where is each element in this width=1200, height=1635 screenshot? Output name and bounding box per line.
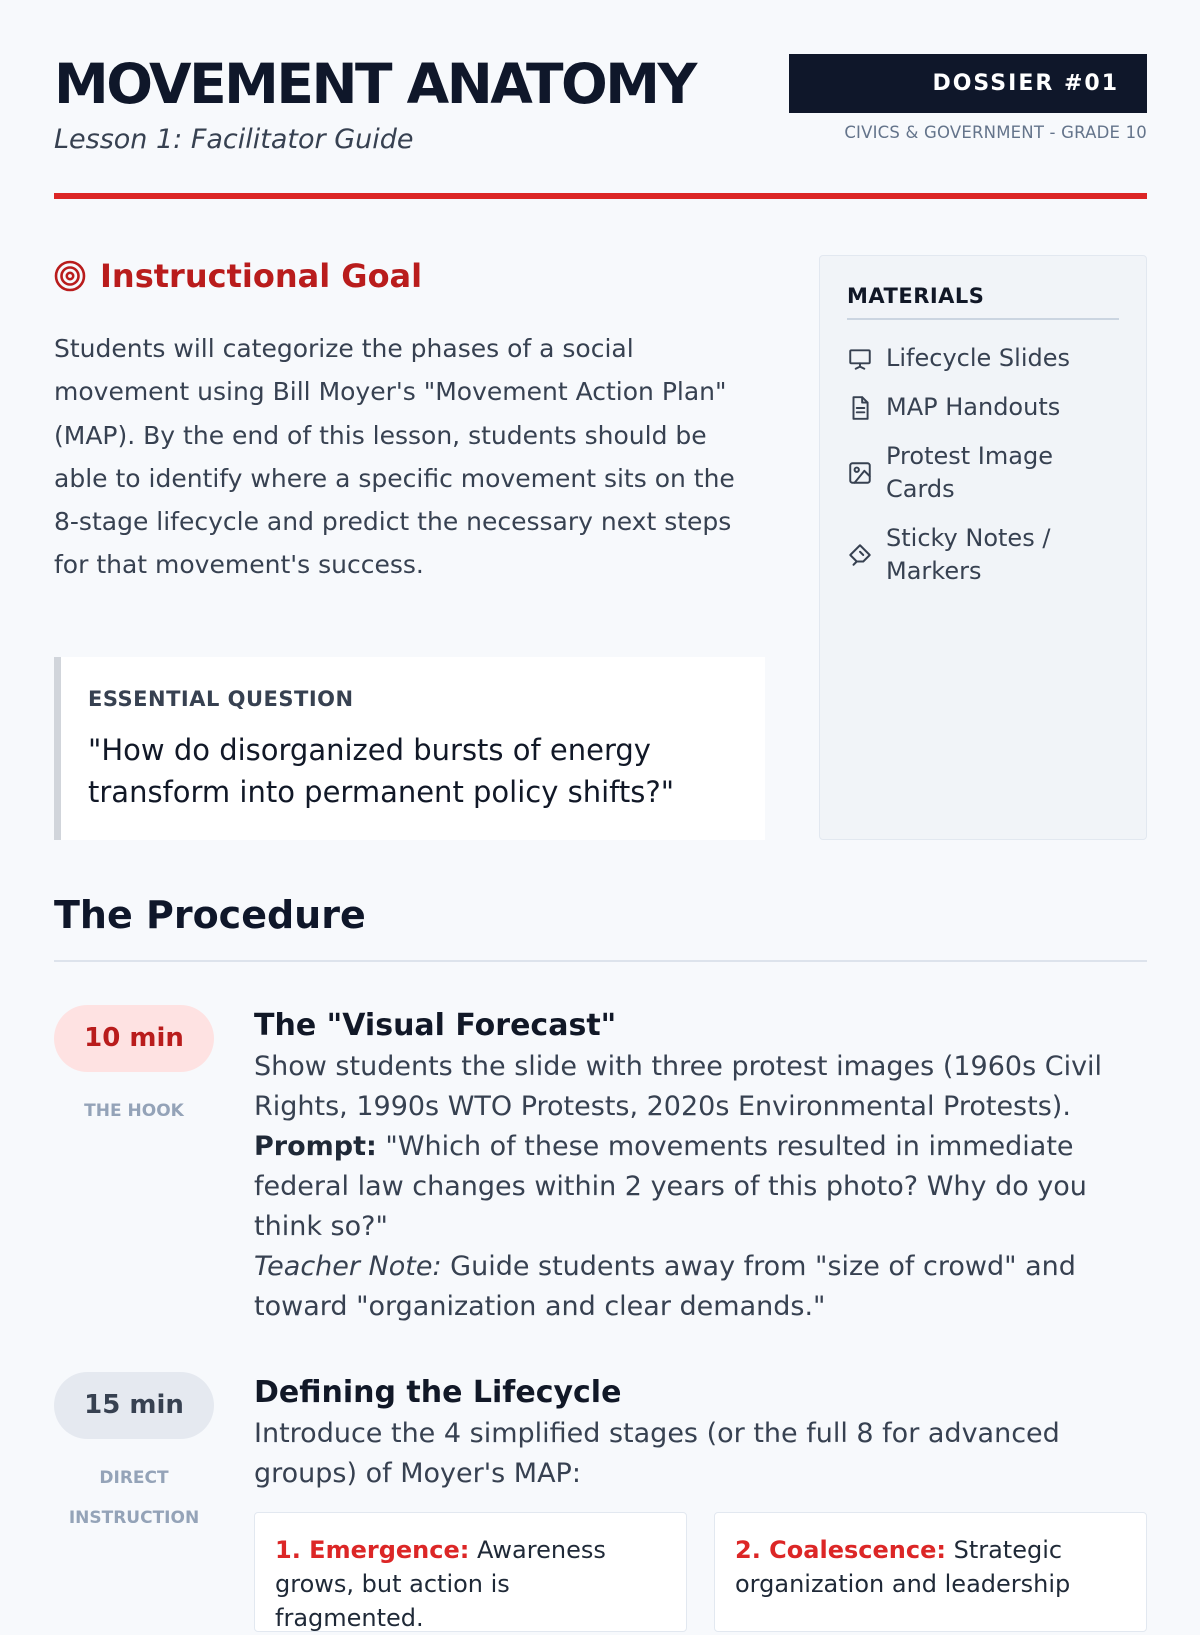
step-title: Defining the Lifecycle [254, 1375, 622, 1410]
materials-panel [819, 255, 1147, 840]
teacher-note-text: Guide students away from "size of crowd" and toward "organization and clear demands." [254, 1251, 1076, 1322]
materials-list [847, 342, 1119, 588]
step-body [254, 1005, 1147, 1327]
page-header [54, 0, 1147, 200]
instructional-goal-text: Students will categorize the phases of a social movement using Bill Moyer's "Movement Action Plan" (MAP). By the end of this lesson, students should be able to identify where a specific movement sits on the 8-stage lifecycle and predict the necessary next steps for that movement's success. [54, 334, 735, 580]
prompt-label: Prompt: [254, 1131, 377, 1162]
presentation-icon [847, 346, 873, 372]
step-phase-label: THE HOOK [84, 1101, 184, 1121]
stage-grid [254, 1512, 1147, 1632]
essential-question-label: ESSENTIAL QUESTION [88, 687, 354, 711]
duration-badge: 15 min [54, 1372, 214, 1439]
marker-icon [847, 542, 873, 568]
step-intro-text: Show students the slide with three protest images (1960s Civil Rights, 1990s WTO Protests, 2020s Environmental Protests). [254, 1051, 1103, 1122]
materials-item-handouts [847, 391, 1119, 424]
step-body [254, 1372, 1147, 1632]
procedure-heading: The Procedure [54, 893, 366, 937]
document-icon [847, 395, 873, 421]
page-subtitle: Lesson 1: Facilitator Guide [54, 124, 414, 155]
procedure-divider [54, 960, 1147, 962]
course-grade-label: CIVICS & GOVERNMENT - GRADE 10 [844, 123, 1147, 142]
step-description [254, 1047, 1147, 1327]
prompt-text: "Which of these movements resulted in immediate federal law changes within 2 years of this photo? Why do you think so?" [254, 1131, 1087, 1242]
stage-card-emergence [254, 1512, 687, 1632]
essential-question-box [54, 657, 765, 840]
materials-item-label: Lifecycle Slides [886, 344, 1070, 372]
step-title: The "Visual Forecast" [254, 1008, 617, 1043]
target-icon [54, 260, 86, 292]
essential-question-quote: "How do disorganized bursts of energy transform into permanent policy shifts?" [88, 733, 675, 809]
materials-item-label: Protest Image Cards [886, 442, 1053, 503]
materials-item-sticky-notes [847, 522, 1119, 588]
stage-description: Strategic organization and leadership [735, 1536, 1071, 1598]
instructional-goal-title: Instructional Goal [100, 257, 423, 295]
stage-card-coalescence [714, 1512, 1147, 1632]
step-description: Introduce the 4 simplified stages (or the full 8 for advanced groups) of Moyer's MAP: [254, 1418, 1060, 1489]
stage-description: Awareness grows, but action is fragmented. [275, 1536, 606, 1632]
step-phase-label: DIRECT INSTRUCTION [68, 1468, 200, 1528]
materials-title: MATERIALS [847, 284, 1119, 320]
materials-item-image-cards [847, 440, 1119, 506]
materials-item-label: MAP Handouts [886, 393, 1061, 421]
header-divider [54, 193, 1147, 199]
page-title: MOVEMENT ANATOMY [54, 52, 695, 116]
duration-badge: 10 min [54, 1005, 214, 1072]
facilitator-guide-page [54, 0, 1147, 1632]
stage-name: 2. Coalescence: [735, 1536, 946, 1564]
dossier-badge: DOSSIER #01 [789, 54, 1147, 113]
instructional-goal-heading [54, 257, 422, 295]
stage-name: 1. Emergence: [275, 1536, 470, 1564]
materials-item-label: Sticky Notes / Markers [886, 524, 1051, 585]
teacher-note-label: Teacher Note: [254, 1251, 442, 1282]
image-icon [847, 460, 873, 486]
materials-item-slides [847, 342, 1119, 375]
